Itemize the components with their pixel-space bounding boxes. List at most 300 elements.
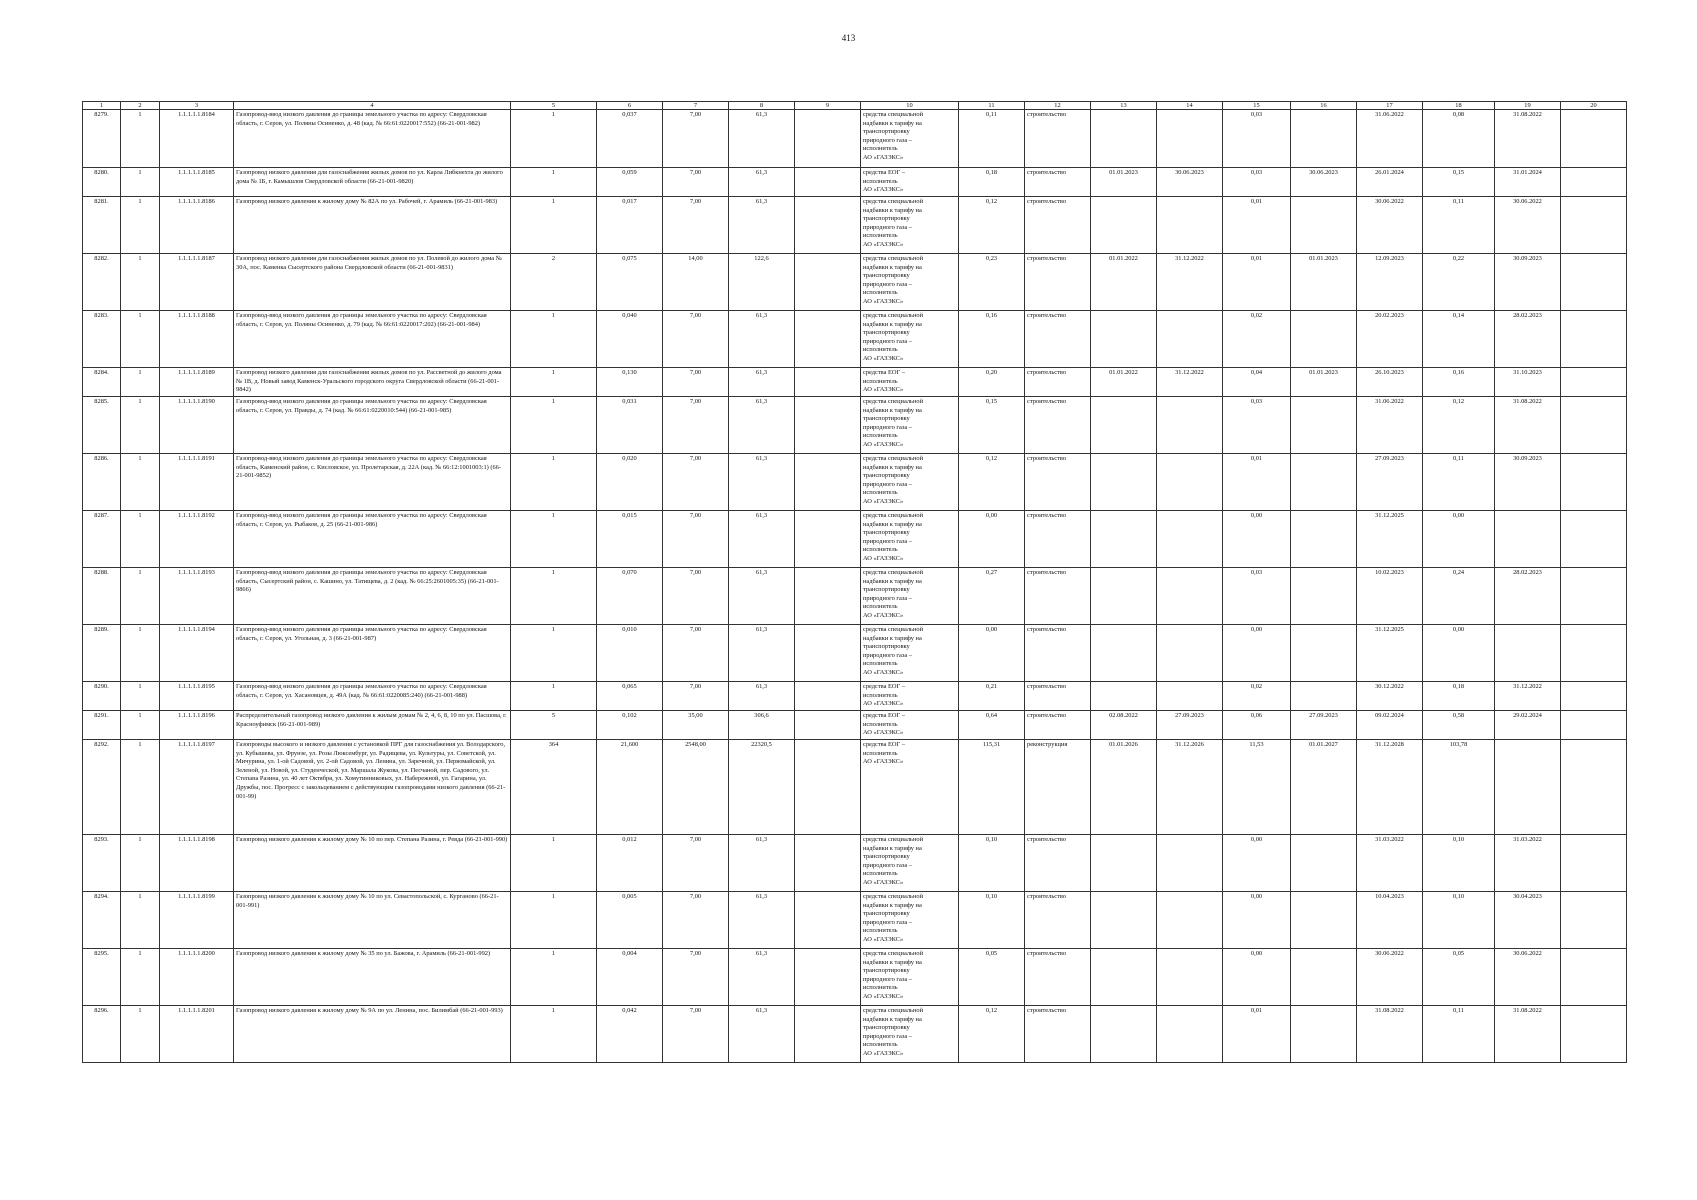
column-header: 14 <box>1157 102 1223 110</box>
table-cell: 1 <box>511 197 597 254</box>
table-cell: 0,12 <box>959 197 1025 254</box>
table-cell: 31.08.2022 <box>1495 397 1561 454</box>
table-cell <box>1091 397 1157 454</box>
table-cell: 0,004 <box>597 949 663 1006</box>
column-header: 3 <box>160 102 234 110</box>
table-cell: 0,040 <box>597 311 663 368</box>
table-cell: 29.02.2024 <box>1495 711 1561 740</box>
table-cell: 09.02.2024 <box>1357 711 1423 740</box>
table-cell: Газопровод низкого давления к жилому дому № 10 по ул. Севастопольской, с. Курганово (66-21-001-991) <box>234 892 511 949</box>
table-cell: 31.08.2022 <box>1495 110 1561 168</box>
table-cell: 0,10 <box>1423 835 1495 892</box>
column-header: 7 <box>663 102 729 110</box>
table-cell: 0,18 <box>1423 682 1495 711</box>
table-cell: 1 <box>511 835 597 892</box>
table-cell: 31.06.2022 <box>1357 110 1423 168</box>
table-cell: 61,3 <box>729 835 795 892</box>
table-cell: средства специальной надбавки к тарифу на транспортировку природного газа – исполнитель АО «ГАЗЭКС» <box>861 835 959 892</box>
table-cell: 0,00 <box>1223 835 1291 892</box>
table-cell <box>1091 682 1157 711</box>
table-row <box>83 168 1627 197</box>
table-cell: 1.1.1.1.1.8192 <box>160 511 234 568</box>
table-cell: 31.08.2022 <box>1357 1006 1423 1063</box>
table-cell <box>1091 511 1157 568</box>
table-cell: средства ЕОГ – исполнитель АО «ГАЗЭКС» <box>861 168 959 197</box>
table-cell: 0,059 <box>597 168 663 197</box>
column-header: 9 <box>795 102 861 110</box>
table-cell <box>1291 110 1357 168</box>
table-cell: 0,05 <box>959 949 1025 1006</box>
table-cell: Газопровод-ввод низкого давления до границы земельного участка по адресу: Свердловская область, Каменский район, с. Кисловское, ул. Пролетарская, д. 22А (кад. № 66:12:1001003:1) (66-21-001-9852) <box>234 454 511 511</box>
table-cell: 30.06.2023 <box>1157 168 1223 197</box>
page-number: 413 <box>841 33 856 43</box>
table-cell <box>1291 511 1357 568</box>
table-cell <box>1561 711 1627 740</box>
table-cell <box>1091 625 1157 682</box>
table-cell <box>1091 311 1157 368</box>
table-cell: 8291. <box>83 711 121 740</box>
table-cell: 01.01.2027 <box>1291 740 1357 835</box>
table-cell: 31.12.2028 <box>1357 740 1423 835</box>
table-cell: 0,24 <box>1423 568 1495 625</box>
table-cell <box>1291 949 1357 1006</box>
table-cell: 0,00 <box>1223 511 1291 568</box>
table-cell: 10.04.2023 <box>1357 892 1423 949</box>
table-cell: 61,3 <box>729 311 795 368</box>
table-cell: 7,00 <box>663 682 729 711</box>
table-cell: 0,065 <box>597 682 663 711</box>
table-cell: 1 <box>511 311 597 368</box>
table-cell: 0,21 <box>959 682 1025 711</box>
table-cell <box>795 311 861 368</box>
table-cell: строительство <box>1025 197 1091 254</box>
table-cell: строительство <box>1025 949 1091 1006</box>
table-cell <box>1157 568 1223 625</box>
table-cell <box>1091 110 1157 168</box>
column-header: 8 <box>729 102 795 110</box>
table-cell: 61,3 <box>729 568 795 625</box>
table-cell: 61,3 <box>729 1006 795 1063</box>
table-cell: 7,00 <box>663 568 729 625</box>
table-cell <box>1091 197 1157 254</box>
table-cell: 1 <box>511 682 597 711</box>
table-cell: 7,00 <box>663 168 729 197</box>
table-cell: 122,6 <box>729 254 795 311</box>
data-table <box>82 101 1627 1063</box>
table-cell: 01.01.2022 <box>1091 368 1157 397</box>
table-cell <box>1091 835 1157 892</box>
table-cell: Газопровод низкого давления для газоснабжения жилых домов по ул. Полевой до жилого дома № 30А, пос. Каменка Сысертского района Свердловской области (66-21-001-9831) <box>234 254 511 311</box>
table-cell: 1 <box>121 197 160 254</box>
table-cell <box>1157 397 1223 454</box>
table-cell: 61,3 <box>729 682 795 711</box>
table-cell <box>795 835 861 892</box>
table-cell: 30.06.2022 <box>1357 197 1423 254</box>
table-cell <box>795 711 861 740</box>
table-cell <box>795 397 861 454</box>
table-cell: 1 <box>511 168 597 197</box>
table-cell: 8292. <box>83 740 121 835</box>
table-cell <box>1091 568 1157 625</box>
table-cell <box>1291 835 1357 892</box>
table-cell: Газопровод-ввод низкого давления до границы земельного участка по адресу: Свердловская область, г. Серов, ул. Поляны Осиненко, д. 79 (кад. № 66:61:0220017:202) (66-21-001-984) <box>234 311 511 368</box>
table-cell <box>795 682 861 711</box>
table-cell: средства специальной надбавки к тарифу на транспортировку природного газа – исполнитель АО «ГАЗЭКС» <box>861 511 959 568</box>
table-cell: 61,3 <box>729 397 795 454</box>
table-cell: 7,00 <box>663 625 729 682</box>
table-cell <box>1291 311 1357 368</box>
table-cell <box>1495 740 1561 835</box>
table-cell: 1 <box>121 892 160 949</box>
table-cell: 1.1.1.1.1.8187 <box>160 254 234 311</box>
table-cell <box>1561 254 1627 311</box>
table-cell: 61,3 <box>729 949 795 1006</box>
table-cell: 27.09.2023 <box>1157 711 1223 740</box>
table-cell <box>1561 740 1627 835</box>
table-cell: средства ЕОГ – исполнитель АО «ГАЗЭКС» <box>861 711 959 740</box>
table-cell: Газопровод низкого давления к жилому дому № 35 по ул. Бажова, г. Арамиль (66-21-001-992) <box>234 949 511 1006</box>
table-cell: 0,075 <box>597 254 663 311</box>
table-cell: средства специальной надбавки к тарифу на транспортировку природного газа – исполнитель АО «ГАЗЭКС» <box>861 397 959 454</box>
table-cell: 0,00 <box>959 625 1025 682</box>
table-cell: 1 <box>121 168 160 197</box>
table-cell: строительство <box>1025 568 1091 625</box>
column-header: 17 <box>1357 102 1423 110</box>
table-cell: 0,08 <box>1423 110 1495 168</box>
table-cell: средства ЕОГ – исполнитель АО «ГАЗЭКС» <box>861 682 959 711</box>
table-cell <box>1495 625 1561 682</box>
table-cell: 0,11 <box>1423 197 1495 254</box>
table-cell: 01.01.2026 <box>1091 740 1157 835</box>
table-cell <box>795 511 861 568</box>
table-cell: 31.03.2022 <box>1357 835 1423 892</box>
column-header: 18 <box>1423 102 1495 110</box>
table-cell <box>795 568 861 625</box>
table-cell: 0,01 <box>1223 197 1291 254</box>
column-header: 1 <box>83 102 121 110</box>
table-cell: средства специальной надбавки к тарифу на транспортировку природного газа – исполнитель АО «ГАЗЭКС» <box>861 625 959 682</box>
table-cell: Газопровод низкого давления к жилому дому № 10 по пер. Степана Разина, г. Ревда (66-21-001-990) <box>234 835 511 892</box>
table-cell: 7,00 <box>663 1006 729 1063</box>
table-cell: 0,10 <box>959 892 1025 949</box>
table-cell: 12.09.2023 <box>1357 254 1423 311</box>
table-cell: 30.06.2022 <box>1495 949 1561 1006</box>
table-cell: 364 <box>511 740 597 835</box>
table-cell: Газопровод низкого давления для газоснабжения жилых домов по ул. Карла Либкнехта до жилого дома № 1Б, г. Камышлов Свердловской области (66-21-001-9820) <box>234 168 511 197</box>
table-row <box>83 711 1627 740</box>
table-cell: 02.08.2022 <box>1091 711 1157 740</box>
table-cell: 26.10.2023 <box>1357 368 1423 397</box>
table-cell: 5 <box>511 711 597 740</box>
table-cell <box>1291 1006 1357 1063</box>
table-cell: строительство <box>1025 368 1091 397</box>
table-cell <box>795 197 861 254</box>
column-header: 5 <box>511 102 597 110</box>
table-cell <box>1561 168 1627 197</box>
table-cell: 0,012 <box>597 835 663 892</box>
table-cell: 31.12.2022 <box>1157 254 1223 311</box>
table-cell <box>1157 892 1223 949</box>
table-cell: 30.04.2023 <box>1495 892 1561 949</box>
table-cell: 0,20 <box>959 368 1025 397</box>
table-cell: 1 <box>121 682 160 711</box>
table-cell: 8290. <box>83 682 121 711</box>
table-cell: строительство <box>1025 397 1091 454</box>
table-cell <box>1561 454 1627 511</box>
table-cell: 0,15 <box>1423 168 1495 197</box>
table-cell: 1.1.1.1.1.8186 <box>160 197 234 254</box>
table-cell <box>1157 1006 1223 1063</box>
table-cell: строительство <box>1025 311 1091 368</box>
table-cell: 1 <box>121 835 160 892</box>
table-cell: строительство <box>1025 892 1091 949</box>
table-cell <box>795 625 861 682</box>
table-cell: 1 <box>511 511 597 568</box>
table-cell: 0,015 <box>597 511 663 568</box>
table-cell: 8285. <box>83 397 121 454</box>
table-cell <box>1091 454 1157 511</box>
table-cell: 1 <box>121 625 160 682</box>
table-cell: 0,04 <box>1223 368 1291 397</box>
table-cell: 0,00 <box>1423 511 1495 568</box>
table-cell: 31.01.2024 <box>1495 168 1561 197</box>
table-cell: 7,00 <box>663 949 729 1006</box>
table-cell <box>1561 368 1627 397</box>
table-cell: 01.01.2023 <box>1091 168 1157 197</box>
table-cell: 0,05 <box>1423 949 1495 1006</box>
table-cell <box>1291 568 1357 625</box>
column-header: 10 <box>861 102 959 110</box>
table-cell: 30.06.2023 <box>1291 168 1357 197</box>
table-cell: 2 <box>511 254 597 311</box>
table-cell: 1 <box>121 454 160 511</box>
table-cell <box>1157 454 1223 511</box>
column-header: 4 <box>234 102 511 110</box>
table-cell <box>1561 397 1627 454</box>
table-cell <box>795 454 861 511</box>
table-cell <box>795 254 861 311</box>
table-cell: средства специальной надбавки к тарифу на транспортировку природного газа – исполнитель АО «ГАЗЭКС» <box>861 892 959 949</box>
table-cell <box>1561 949 1627 1006</box>
table-cell: 1 <box>511 568 597 625</box>
table-cell: 7,00 <box>663 397 729 454</box>
table-row <box>83 682 1627 711</box>
table-cell: строительство <box>1025 454 1091 511</box>
table-row <box>83 568 1627 625</box>
table-cell <box>1561 682 1627 711</box>
table-cell: реконструкция <box>1025 740 1091 835</box>
table-row <box>83 892 1627 949</box>
table-cell <box>1291 682 1357 711</box>
table-cell <box>1495 511 1561 568</box>
table-cell: 1.1.1.1.1.8191 <box>160 454 234 511</box>
table-cell: 1.1.1.1.1.8201 <box>160 1006 234 1063</box>
table-cell <box>1561 197 1627 254</box>
table-cell: 30.09.2023 <box>1495 254 1561 311</box>
table-row <box>83 397 1627 454</box>
table-cell: средства специальной надбавки к тарифу на транспортировку природного газа – исполнитель АО «ГАЗЭКС» <box>861 1006 959 1063</box>
table-cell: 1 <box>511 949 597 1006</box>
table-cell: 1 <box>511 454 597 511</box>
table-cell: 31.12.2022 <box>1157 368 1223 397</box>
table-cell: 7,00 <box>663 311 729 368</box>
table-cell: 1.1.1.1.1.8193 <box>160 568 234 625</box>
table-cell <box>1291 625 1357 682</box>
table-cell: 31.06.2022 <box>1357 397 1423 454</box>
table-cell <box>1561 568 1627 625</box>
column-header: 20 <box>1561 102 1627 110</box>
table-cell: 30.06.2022 <box>1357 949 1423 1006</box>
table-cell: 1 <box>121 1006 160 1063</box>
table-cell: 8286. <box>83 454 121 511</box>
table-cell: 1.1.1.1.1.8197 <box>160 740 234 835</box>
table-cell: 0,23 <box>959 254 1025 311</box>
table-cell: 1.1.1.1.1.8198 <box>160 835 234 892</box>
table-cell: 1 <box>511 1006 597 1063</box>
column-header: 15 <box>1223 102 1291 110</box>
table-cell: средства ЕОГ – исполнитель АО «ГАЗЭКС» <box>861 368 959 397</box>
table-cell: 1 <box>511 368 597 397</box>
table-cell <box>1157 949 1223 1006</box>
table-cell: 1.1.1.1.1.8185 <box>160 168 234 197</box>
table-cell: средства специальной надбавки к тарифу на транспортировку природного газа – исполнитель АО «ГАЗЭКС» <box>861 949 959 1006</box>
table-row <box>83 835 1627 892</box>
table-cell: 28.02.2023 <box>1495 568 1561 625</box>
table-cell: 7,00 <box>663 110 729 168</box>
table-cell: средства специальной надбавки к тарифу на транспортировку природного газа – исполнитель АО «ГАЗЭКС» <box>861 311 959 368</box>
table-cell: 0,22 <box>1423 254 1495 311</box>
table-cell: Газопровод-ввод низкого давления до границы земельного участка по адресу: Свердловская область, г. Серов, ул. Хасановцев, д. 49А (кад. № 66:61:0220085:240) (66-21-001-988) <box>234 682 511 711</box>
table-cell: 0,03 <box>1223 568 1291 625</box>
table-cell <box>1561 511 1627 568</box>
table-cell: 28.02.2023 <box>1495 311 1561 368</box>
table-cell: 0,01 <box>1223 1006 1291 1063</box>
table-cell: Газопровод-ввод низкого давления до границы земельного участка по адресу: Свердловская область, г. Серов, ул. Поляны Осиненко, д. 48 (кад. № 66:61:0220017:552) (66-21-001-982) <box>234 110 511 168</box>
table-cell: 1.1.1.1.1.8189 <box>160 368 234 397</box>
table-cell: 0,03 <box>1223 397 1291 454</box>
column-header: 11 <box>959 102 1025 110</box>
table-cell: 1.1.1.1.1.8195 <box>160 682 234 711</box>
table-cell: 0,00 <box>1223 892 1291 949</box>
table-cell <box>1291 892 1357 949</box>
table-cell: 1 <box>511 110 597 168</box>
table-cell: 0,12 <box>1423 397 1495 454</box>
table-cell: 0,64 <box>959 711 1025 740</box>
table-cell: Газопровод-ввод низкого давления до границы земельного участка по адресу: Свердловская область, г. Серов, ул. Угольная, д. 3 (66-21-001-987) <box>234 625 511 682</box>
table-cell: 0,18 <box>959 168 1025 197</box>
table-cell: 8280. <box>83 168 121 197</box>
table-cell: 0,03 <box>1223 168 1291 197</box>
table-cell: 8282. <box>83 254 121 311</box>
table-cell: строительство <box>1025 511 1091 568</box>
table-cell: 0,58 <box>1423 711 1495 740</box>
table-cell: 7,00 <box>663 368 729 397</box>
table-cell: 30.06.2022 <box>1495 197 1561 254</box>
table-cell: строительство <box>1025 625 1091 682</box>
column-header: 13 <box>1091 102 1157 110</box>
table-cell: 0,037 <box>597 110 663 168</box>
table-cell: 7,00 <box>663 835 729 892</box>
table-cell: 8281. <box>83 197 121 254</box>
column-header: 2 <box>121 102 160 110</box>
table-cell: 115,31 <box>959 740 1025 835</box>
table-cell: 31.03.2022 <box>1495 835 1561 892</box>
table-cell: 7,00 <box>663 454 729 511</box>
table-cell: 22320,5 <box>729 740 795 835</box>
table-cell: 1.1.1.1.1.8190 <box>160 397 234 454</box>
table-cell: 0,00 <box>1223 625 1291 682</box>
table-cell <box>1561 311 1627 368</box>
table-cell: 01.01.2023 <box>1291 254 1357 311</box>
table-cell: 61,3 <box>729 511 795 568</box>
table-cell <box>1157 311 1223 368</box>
table-cell: 21,600 <box>597 740 663 835</box>
table-cell: 31.08.2022 <box>1495 1006 1561 1063</box>
table-cell: 1.1.1.1.1.8184 <box>160 110 234 168</box>
table-cell: 1.1.1.1.1.8199 <box>160 892 234 949</box>
table-row <box>83 197 1627 254</box>
table-cell <box>1091 949 1157 1006</box>
table-cell: Газопровод-ввод низкого давления до границы земельного участка по адресу: Свердловская область, Сысертский район, с. Кашино, ул. Татищева, д. 2 (кад. № 66:25:2601005:35) (66-21-001-9866) <box>234 568 511 625</box>
table-cell: 0,11 <box>1423 454 1495 511</box>
table-cell <box>1157 110 1223 168</box>
table-cell: 103,78 <box>1423 740 1495 835</box>
table-cell: 10.02.2023 <box>1357 568 1423 625</box>
table-row <box>83 740 1627 835</box>
table-cell: 0,11 <box>959 110 1025 168</box>
table-cell: 1 <box>121 110 160 168</box>
table-cell: строительство <box>1025 168 1091 197</box>
table-cell: 1 <box>121 254 160 311</box>
table-cell: 0,14 <box>1423 311 1495 368</box>
table-cell: 0,010 <box>597 625 663 682</box>
table-cell <box>795 110 861 168</box>
table-cell: 0,06 <box>1223 711 1291 740</box>
table-cell: 61,3 <box>729 368 795 397</box>
table-cell: 61,3 <box>729 110 795 168</box>
header-row <box>83 102 1627 110</box>
table-cell: Газопровод низкого давления для газоснабжения жилых домов по ул. Рассветной до жилого дома № 1В, д. Новый завод Каменск-Уральского городского округа Свердловской области (66-21-001-9842) <box>234 368 511 397</box>
table-cell: 0,11 <box>1423 1006 1495 1063</box>
table-row <box>83 625 1627 682</box>
table-cell: 27.09.2023 <box>1291 711 1357 740</box>
column-header: 12 <box>1025 102 1091 110</box>
table-cell: 30.12.2022 <box>1357 682 1423 711</box>
table-cell: 8294. <box>83 892 121 949</box>
table-cell: 0,12 <box>959 454 1025 511</box>
table-cell: 1 <box>511 397 597 454</box>
table-cell: 31.10.2023 <box>1495 368 1561 397</box>
table-cell <box>1157 197 1223 254</box>
table-cell: 8296. <box>83 1006 121 1063</box>
table-cell: 11,53 <box>1223 740 1291 835</box>
table-cell: 8284. <box>83 368 121 397</box>
table-cell <box>1157 682 1223 711</box>
table-cell: 0,16 <box>959 311 1025 368</box>
table-cell <box>1091 1006 1157 1063</box>
table-cell <box>1157 625 1223 682</box>
table-cell: 0,042 <box>597 1006 663 1063</box>
table-cell <box>1561 835 1627 892</box>
table-cell: Газопровод-ввод низкого давления до границы земельного участка по адресу: Свердловская область, г. Серов, ул. Рыбаков, д. 25 (66-21-001-986) <box>234 511 511 568</box>
table-cell: 1 <box>121 711 160 740</box>
table-cell: 8289. <box>83 625 121 682</box>
table-cell: 1.1.1.1.1.8200 <box>160 949 234 1006</box>
table-cell: 01.01.2022 <box>1091 254 1157 311</box>
table-cell: 0,16 <box>1423 368 1495 397</box>
table-cell: 26.01.2024 <box>1357 168 1423 197</box>
table-cell: 0,130 <box>597 368 663 397</box>
